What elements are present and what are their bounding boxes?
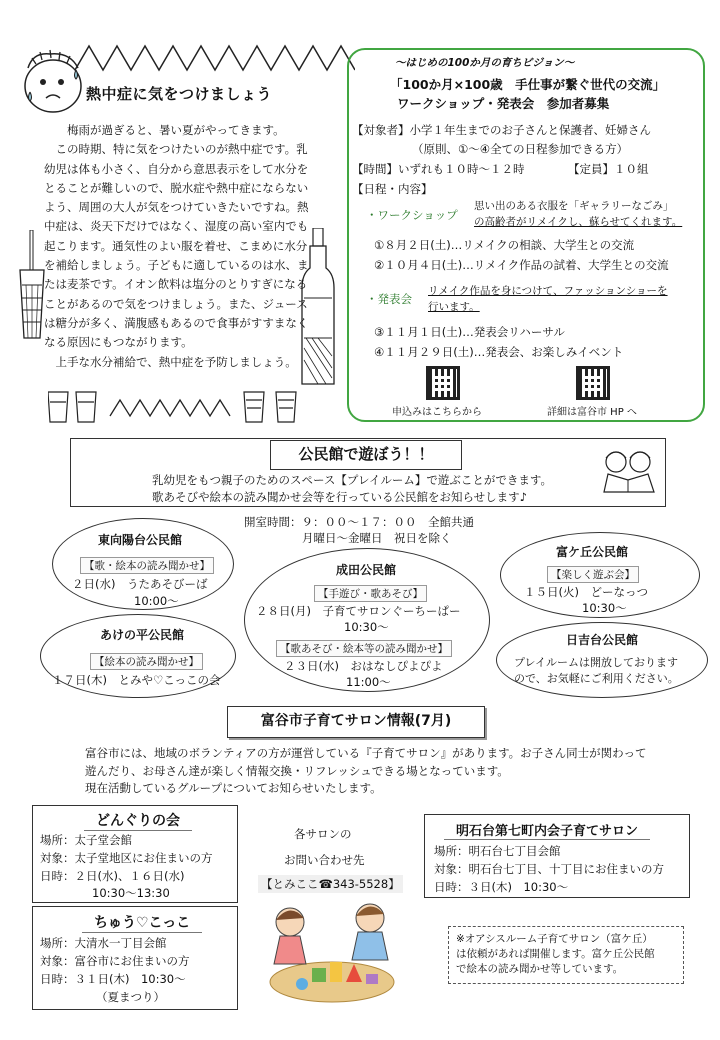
akeno-hall-event: １７日(木) とみや♡こっこの会 (52, 673, 221, 687)
donguri-date: 日時：２日(水)、１６日(水) (40, 869, 185, 883)
hiyoshi-hall-name: 日吉台公民館 (566, 633, 639, 647)
workshop-item-3: ③１１月１日(土)…発表会リハーサル (374, 325, 565, 339)
tomigaoka-hall-tag: 【楽しく遊ぶ会】 (547, 566, 639, 583)
workshop-capacity: 【定員】１０組 (568, 162, 649, 176)
akaishi-place: 場所：明石台七丁目会館 (434, 844, 561, 858)
workshop-title: 「100か月×100歳 手仕事が繋ぐ世代の交流」 (390, 77, 666, 92)
hours-line-2: 月曜日～金曜日 祝日を除く (302, 531, 452, 545)
akaishi-date: 日時：３日(木) 10:30～ (434, 880, 569, 894)
glasses-row-icon (48, 388, 348, 426)
chuu-kokko-note: （夏まつり） (96, 990, 165, 1004)
tomigaoka-hall-name: 富ケ丘公民館 (556, 545, 629, 559)
narita-hall-tag-2: 【歌あそび・絵本等の読み聞かせ】 (276, 640, 452, 657)
workshop-desc-2: の高齢者がリメイクし、蘇らせてくれます。 (474, 216, 683, 228)
children-reading-icon (598, 446, 660, 494)
contact-line-2: お問い合わせ先 (284, 853, 365, 867)
hiyoshi-hall-info-2: ので、お気軽にご利用ください。 (514, 672, 679, 685)
tomigaoka-hall-event: １５日(火) どーなっつ (524, 585, 648, 599)
workshop-target-note: （原則、①～④全ての日程参加できる方） (412, 142, 629, 156)
tomigaoka-hall-time: 10:30～ (582, 601, 627, 615)
heat-body (44, 121, 310, 372)
workshop-item-4: ④１１月２９日(土)…発表会、お楽しみイベント (374, 345, 624, 359)
chuu-kokko-title: ちゅう♡こっこ (82, 912, 202, 933)
salon-desc-3: 現在活動しているグループについてお知らせいたします。 (85, 781, 382, 795)
chuu-kokko-place: 場所：大清水一丁目会館 (40, 936, 167, 950)
higashi-hall-tag: 【歌・絵本の読み聞かせ】 (80, 557, 214, 574)
workshop-desc-1: 思い出のある衣服を「ギャラリーなごみ」 (474, 200, 674, 212)
heat-paragraph-1: 梅雨が過ぎると、暑い夏がやってきます。 (67, 123, 285, 137)
akaishi-target: 対象：明石台七丁目、十丁目にお住まいの方 (434, 862, 664, 876)
sun-zigzag-decoration (75, 40, 355, 76)
details-qr-code[interactable] (576, 366, 610, 400)
contact-phone[interactable]: 【とみここ☎343-5528】 (258, 875, 403, 893)
workshop-subtitle: ワークショップ・発表会 参加者募集 (397, 96, 610, 111)
narita-hall-tag-1: 【手遊び・歌あそび】 (314, 585, 427, 602)
presentation-desc-2: 行います。 (428, 301, 480, 313)
children-playing-icon (262, 898, 402, 1006)
workshop-item-1: ①８月２日(土)…リメイクの相談、大学生との交流 (374, 238, 635, 252)
workshop-label: ・ワークショップ (366, 208, 458, 222)
details-qr-caption: 詳細は富谷市 HP へ (547, 407, 637, 418)
kominkan-desc-2: 歌あそびや絵本の読み聞かせ会等を行っている公民館をお知らせします♪ (152, 490, 527, 504)
narita-hall-event-1: ２８日(月) 子育てサロンぐーちーぱー (256, 604, 461, 618)
donguri-time: 10:30～13:30 (92, 886, 170, 900)
hiyoshi-hall-info-1: プレイルームは開放しております (514, 656, 679, 669)
donguri-title: どんぐりの会 (84, 810, 192, 831)
higashi-hall-name: 東向陽台公民館 (98, 533, 183, 547)
workshop-target: 【対象者】小学１年生までのお子さんと保護者、妊婦さん (352, 123, 651, 137)
oasis-note-2: は依頼があれば開催します。富ケ丘公民館 (456, 948, 655, 960)
oasis-note-3: で絵本の読み聞かせ等しています。 (456, 963, 624, 975)
straw-drink-icon (18, 230, 46, 340)
salon-desc-2: 遊んだり、お母さん達が楽しく情報交換・リフレッシュできる場となっています。 (85, 763, 509, 778)
kominkan-banner: 公民館で遊ぼう！！ (270, 440, 462, 470)
kominkan-desc-1: 乳幼児をもつ親子のためのスペース【プレイルーム】で遊ぶことができます。 (152, 473, 552, 487)
hours-line-1: 開室時間：９：００～１７：００ 全館共通 (244, 515, 474, 529)
higashi-hall-time: 10:00～ (134, 594, 179, 608)
workshop-time: 【時間】いずれも１０時～１２時 (352, 162, 525, 176)
salon-description (85, 745, 715, 798)
donguri-target: 対象：太子堂地区にお住まいの方 (40, 851, 213, 865)
heat-paragraph-3: 上手な水分補給で、熱中症を予防しましょう。 (55, 354, 297, 369)
workshop-vision: ～はじめの100か月の育ちビジョン～ (395, 57, 575, 69)
presentation-label: ・発表会 (366, 292, 412, 306)
donguri-place: 場所：太子堂会館 (40, 833, 132, 847)
chuu-kokko-date: 日時：３１日(木) 10:30～ (40, 972, 186, 986)
akaishi-title: 明石台第七町内会子育てサロン (444, 820, 650, 840)
akeno-hall-name: あけの平公民館 (100, 628, 185, 642)
presentation-desc-1: リメイク作品を身につけて、ファッションショーを (428, 285, 668, 297)
apply-qr-caption: 申込みはこちらから (392, 407, 482, 418)
narita-hall-time-2: 11:00～ (346, 675, 391, 689)
workshop-schedule-heading: 【日程・内容】 (352, 182, 433, 196)
child-face-icon (18, 48, 88, 120)
higashi-hall-event: ２日(水) うたあそびーば (72, 577, 208, 591)
chuu-kokko-target: 対象：富谷市にお住まいの方 (40, 954, 190, 968)
workshop-item-2: ②１０月４日(土)…リメイク作品の試着、大学生との交流 (374, 258, 669, 272)
narita-hall-event-2: ２３日(水) おはなしぴよぴよ (284, 659, 443, 673)
narita-hall-time-1: 10:30～ (344, 620, 389, 634)
apply-qr-code[interactable] (426, 366, 460, 400)
oasis-note-1: ※オアシスルーム子育てサロン（富ケ丘） (456, 933, 653, 945)
heat-paragraph-2: この時期、特に気をつけたいのが熱中症です。乳幼児は体も小さく、自分から意思表示をして水分をとることが難しいので、脱水症や熱中症にならないよう、周囲の大人が気をつけていきたいですね。熱中症は、炎天下だけではなく、湿度の高い室内でも起こります。通気性のよい服を着せ、こまめに水分を補給しましょう。子どもに適しているのは水、または麦茶です。イオン飲料は塩分のとりすぎになることがあるので気をつけましょう。また、ジュースは糖分が多く、満腹感もあるので食事がすすまなくなる原因にもつながります。 (44, 142, 309, 350)
salon-desc-1: 富谷市には、地域のボランティアの方が運営している『子育てサロン』があります。お子さん同士が関わって (85, 746, 647, 760)
salon-banner: 富谷市子育てサロン情報(7月) (227, 706, 485, 738)
heat-title: 熱中症に気をつけましょう (86, 85, 273, 103)
contact-line-1: 各サロンの (294, 827, 352, 841)
narita-hall-name: 成田公民館 (336, 563, 397, 577)
akeno-hall-tag: 【絵本の読み聞かせ】 (90, 653, 203, 670)
